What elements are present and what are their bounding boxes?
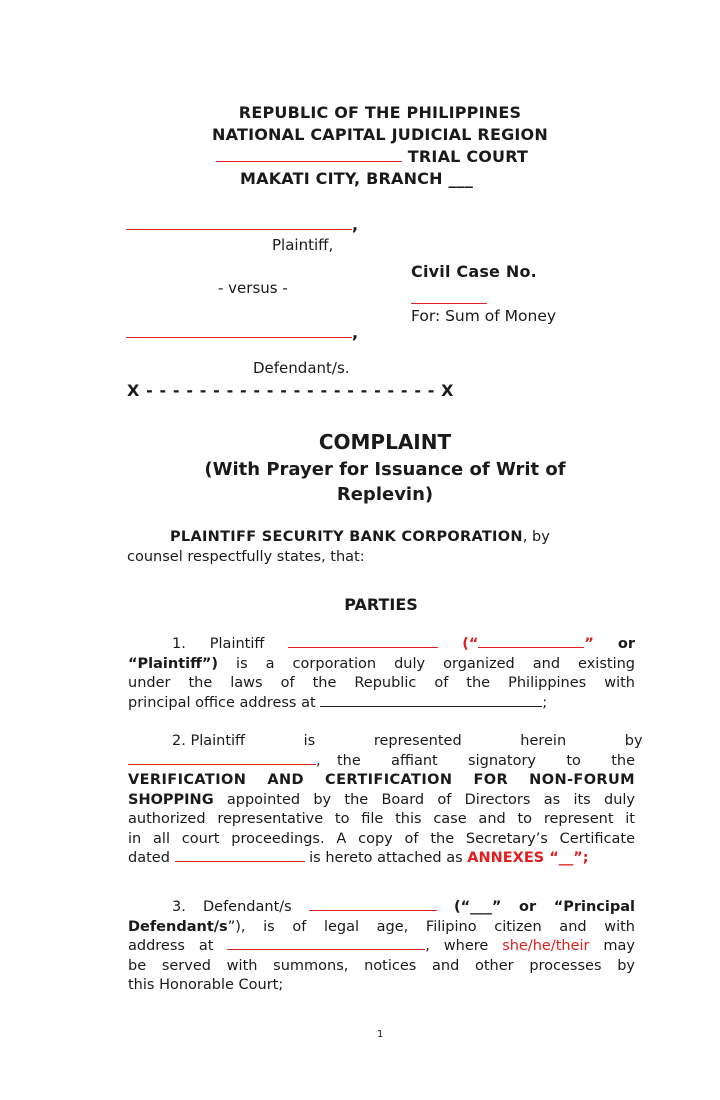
- plaintiff-name-line: [126, 229, 352, 230]
- p2-line-1: 2. Plaintiff is represented herein by: [172, 733, 643, 749]
- defendant-name-blank: ,: [126, 323, 358, 342]
- p1-line-1: 1. Plaintiff (“ ” or: [172, 636, 636, 652]
- p1-plaintiff-name-blank: [288, 647, 438, 648]
- p1-short-name-blank: [478, 647, 584, 648]
- complaint-subtitle-1: (With Prayer for Issuance of Writ of: [204, 459, 566, 480]
- intro-line-1: PLAINTIFF SECURITY BANK CORPORATION, by: [170, 529, 550, 545]
- court-name-blank: [216, 161, 402, 162]
- p2-line-7: dated is hereto attached as ANNEXES “__”;: [128, 850, 589, 866]
- p2-certificate-date-blank: [175, 861, 305, 862]
- complaint-subtitle-2: Replevin): [336, 484, 434, 505]
- parties-heading: PARTIES: [344, 595, 418, 614]
- defendant-label: Defendant/s.: [253, 359, 350, 377]
- defendant-name-line: [126, 337, 352, 338]
- paragraph-3: [128, 898, 635, 996]
- header-branch: MAKATI CITY, BRANCH ___: [240, 169, 474, 188]
- p1-line-4: principal office address at ;: [128, 694, 548, 711]
- p3-line-2: Defendant/s”), is of legal age, Filipino citizen and with: [128, 918, 635, 935]
- p3-line-4: be served with summons, notices and other processes by: [128, 957, 635, 974]
- page-number: 1: [377, 1029, 384, 1040]
- paragraph-1: [128, 635, 635, 713]
- case-number-blank: [411, 284, 487, 308]
- case-number-line: [411, 284, 487, 304]
- paragraph-2: [128, 732, 643, 869]
- for-sum-of-money: For: Sum of Money: [411, 307, 557, 325]
- p3-line-3: address at , where she/he/their may: [128, 938, 635, 954]
- p1-line-3: under the laws of the Republic of the Philippines with: [128, 675, 635, 691]
- header-trial-court: TRIAL COURT: [216, 147, 528, 166]
- plaintiff-party-name: PLAINTIFF SECURITY BANK CORPORATION: [170, 529, 523, 545]
- p2-line-3: VERIFICATION AND CERTIFICATION FOR NON-FORUM: [128, 772, 635, 788]
- header-region: NATIONAL CAPITAL JUDICIAL REGION: [212, 125, 548, 144]
- p2-line-5: authorized representative to file this case and to represent it: [128, 811, 635, 827]
- p3-address-blank: [227, 949, 425, 950]
- caption-divider: X - - - - - - - - - - - - - - - - - - - - - - X: [127, 381, 455, 400]
- intro-line-2: counsel respectfully states, that:: [127, 549, 365, 565]
- complaint-title: COMPLAINT: [318, 430, 452, 454]
- p2-representative-blank: [128, 764, 316, 765]
- versus-label: - versus -: [218, 279, 288, 297]
- p3-line-1: 3. Defendant/s (“___” or “Principal: [172, 899, 635, 915]
- p3-defendant-name-blank: [309, 910, 437, 911]
- plaintiff-label: Plaintiff,: [272, 236, 334, 254]
- p3-line-5: this Honorable Court;: [128, 977, 284, 993]
- p1-address-blank: [320, 706, 542, 707]
- p2-line-2: , the affiant signatory to the: [128, 752, 635, 772]
- plaintiff-name-blank: ,: [126, 215, 358, 234]
- p1-line-2: “Plaintiff”) is a corporation duly organized and existing: [128, 655, 635, 672]
- civil-case-label: Civil Case No.: [411, 262, 537, 281]
- annexes-label: ANNEXES “__”;: [467, 850, 589, 866]
- header-republic: REPUBLIC OF THE PHILIPPINES: [238, 103, 522, 122]
- p2-line-4: SHOPPING appointed by the Board of Directors as its duly: [128, 791, 635, 808]
- p2-line-6: in all court proceedings. A copy of the Secretary’s Certificate: [128, 830, 635, 847]
